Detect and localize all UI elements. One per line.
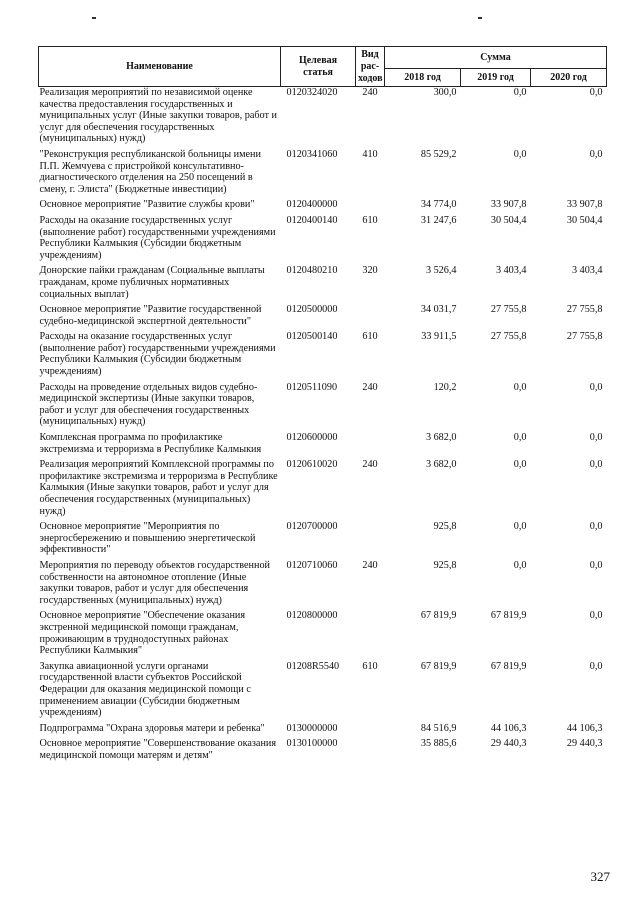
table-row <box>39 723 607 739</box>
row-name: Мероприятия по переводу объектов государственной собственности на автономное отопление (Иные закупки товаров, работ и услуг для обеспечения государственных (муниципальных) нужд) <box>39 559 270 606</box>
row-sum-2019: 0,0 <box>513 381 527 393</box>
header-year-2020: 2020 год <box>531 69 607 87</box>
table-row <box>39 199 607 215</box>
row-sum-2019: 0,0 <box>513 459 527 471</box>
row-name: Расходы на проведение отдельных видов судебно-медицинской экспертизы (Иные закупки товаров, работ и услуг для обеспечения государственных (муниципальных) нужд) <box>39 381 258 428</box>
row-name: Основное мероприятие "Мероприятия по энергосбережению и повышению энергетической эффективности" <box>39 521 256 556</box>
table-row <box>39 661 607 723</box>
row-expense-type <box>356 723 385 739</box>
row-expense-type <box>356 199 385 215</box>
row-sum-2020: 0,0 <box>589 521 603 533</box>
table-row <box>39 331 607 381</box>
row-target-article: 0120600000 <box>286 432 338 444</box>
header-year-2019: 2019 год <box>461 69 531 87</box>
row-sum-2019: 0,0 <box>513 87 527 98</box>
row-expense-type: 240 <box>362 381 378 393</box>
row-sum-2020: 44 106,3 <box>566 722 603 734</box>
row-sum-2019: 67 819,9 <box>490 660 527 672</box>
row-sum-2020: 29 440,3 <box>566 738 603 750</box>
row-sum-2020: 0,0 <box>589 432 603 444</box>
header-sum: Сумма <box>385 47 607 69</box>
row-sum-2018: 3 682,0 <box>425 432 457 444</box>
row-sum-2020: 0,0 <box>589 610 603 622</box>
row-name: Основное мероприятие "Совершенствование оказания медицинской помощи матерям и детям" <box>39 738 277 761</box>
row-target-article: 0120710060 <box>286 559 338 571</box>
row-expense-type: 240 <box>362 559 378 571</box>
row-expense-type <box>356 432 385 459</box>
row-name: Комплексная программа по профилактике экстремизма и терроризма в Республике Калмыкия <box>39 432 262 455</box>
table-row <box>39 304 607 331</box>
row-name: Реализация мероприятий Комплексной программы по профилактике экстремизма и терроризма в Республике Калмыкия (Иные закупки товаров, работ и услуг для обеспечения государственных (муниципальных) нужд) <box>39 459 278 517</box>
row-sum-2019: 30 504,4 <box>490 214 527 226</box>
row-target-article: 0130000000 <box>286 722 338 734</box>
budget-table <box>38 46 607 765</box>
row-name: Донорские пайки гражданам (Социальные выплаты гражданам, кроме публичных нормативных социальных выплат) <box>39 265 265 300</box>
row-name: Расходы на оказание государственных услуг (выполнение работ) государственными учреждениями Республики Калмыкия (Субсидии бюджетным учреждениям) <box>39 214 276 261</box>
row-sum-2018: 84 516,9 <box>420 722 457 734</box>
row-sum-2019: 27 755,8 <box>490 304 527 316</box>
row-sum-2019: 0,0 <box>513 559 527 571</box>
row-name: Основное мероприятие "Развитие государственной судебно-медицинской экспертной деятельности" <box>39 304 262 327</box>
header-expense-type: Вид рас-ходов <box>356 47 385 87</box>
row-name: Закупка авиационной услуги органами государственной власти субъектов Российской Федерации для оказания медицинской помощи с применением авиации (Субсидии бюджетным учреждениям) <box>39 660 251 719</box>
row-target-article: 0120341060 <box>286 148 338 160</box>
row-sum-2018: 3 526,4 <box>425 265 457 277</box>
row-sum-2018: 34 774,0 <box>420 199 457 211</box>
row-target-article: 0120324020 <box>286 87 338 98</box>
row-sum-2020: 33 907,8 <box>566 199 603 211</box>
row-name: "Реконструкция республиканской больницы имени П.П. Жемчуева с пристройкой консультативно-диагностического отделения на 250 посещений в смену, г. Элиста" (Бюджетные инвестиции) <box>39 148 261 195</box>
row-sum-2020: 0,0 <box>589 459 603 471</box>
row-sum-2020: 0,0 <box>589 559 603 571</box>
row-name: Расходы на оказание государственных услуг (выполнение работ) государственными учреждениями Республики Калмыкия (Субсидии бюджетным учреждениям) <box>39 331 276 378</box>
row-sum-2019: 0,0 <box>513 432 527 444</box>
row-sum-2018: 67 819,9 <box>420 660 457 672</box>
table-row <box>39 149 607 199</box>
row-sum-2018: 120,2 <box>433 381 457 393</box>
table-row <box>39 459 607 521</box>
row-sum-2019: 29 440,3 <box>490 738 527 750</box>
row-sum-2020: 0,0 <box>589 87 603 98</box>
row-target-article: 0120700000 <box>286 521 338 533</box>
row-expense-type: 240 <box>362 459 378 471</box>
row-sum-2020: 0,0 <box>589 660 603 672</box>
row-target-article: 0120800000 <box>286 610 338 622</box>
table-row <box>39 610 607 660</box>
row-expense-type: 610 <box>362 331 378 343</box>
scan-mark-right <box>478 17 482 19</box>
row-target-article: 0120610020 <box>286 459 338 471</box>
header-year-2018: 2018 год <box>385 69 461 87</box>
row-expense-type <box>356 610 385 660</box>
row-sum-2018: 3 682,0 <box>425 459 457 471</box>
row-sum-2020: 27 755,8 <box>566 304 603 316</box>
table-row <box>39 87 607 149</box>
page-number: 327 <box>590 869 610 884</box>
row-target-article: 0120500140 <box>286 331 338 343</box>
row-target-article: 01208R5540 <box>286 660 340 672</box>
row-sum-2018: 35 885,6 <box>420 738 457 750</box>
row-name: Основное мероприятие "Обеспечение оказания экстренной медицинской помощи гражданам, проживающим в труднодоступных районах Республики Калмыкия" <box>39 610 246 657</box>
row-sum-2019: 0,0 <box>513 521 527 533</box>
row-name: Реализация мероприятий по независимой оценке качества предоставления государственных и муниципальных услуг (Иные закупки товаров, работ и услуг для обеспечения государственных (муниципальных) нужд) <box>39 87 277 145</box>
row-expense-type <box>356 521 385 560</box>
row-sum-2018: 31 247,6 <box>420 214 457 226</box>
row-sum-2019: 44 106,3 <box>490 722 527 734</box>
row-target-article: 0130100000 <box>286 738 338 750</box>
row-sum-2019: 33 907,8 <box>490 199 527 211</box>
table-row <box>39 265 607 304</box>
row-sum-2019: 3 403,4 <box>495 265 527 277</box>
row-sum-2019: 67 819,9 <box>490 610 527 622</box>
row-target-article: 0120400140 <box>286 214 338 226</box>
row-sum-2020: 30 504,4 <box>566 214 603 226</box>
row-expense-type: 610 <box>362 660 378 672</box>
row-sum-2020: 3 403,4 <box>571 265 603 277</box>
table-row <box>39 560 607 610</box>
row-sum-2019: 27 755,8 <box>490 331 527 343</box>
header-name: Наименование <box>39 47 281 87</box>
row-target-article: 0120500000 <box>286 304 338 316</box>
row-target-article: 0120480210 <box>286 265 338 277</box>
row-expense-type <box>356 738 385 765</box>
row-sum-2019: 0,0 <box>513 148 527 160</box>
header-target-article: Целевая статья <box>281 47 356 87</box>
row-target-article: 0120511090 <box>286 381 338 393</box>
row-sum-2018: 33 911,5 <box>421 331 457 343</box>
row-expense-type: 410 <box>362 148 378 160</box>
row-name: Основное мероприятие "Развитие службы крови" <box>39 199 255 211</box>
row-sum-2020: 0,0 <box>589 381 603 393</box>
row-expense-type <box>356 304 385 331</box>
row-name: Подпрограмма "Охрана здоровья матери и ребенка" <box>39 722 265 734</box>
row-expense-type: 320 <box>362 265 378 277</box>
row-sum-2018: 67 819,9 <box>420 610 457 622</box>
row-sum-2018: 34 031,7 <box>420 304 457 316</box>
row-sum-2018: 300,0 <box>433 87 457 98</box>
row-sum-2018: 925,8 <box>433 521 457 533</box>
table-body <box>39 87 607 766</box>
table-row <box>39 738 607 765</box>
table-row <box>39 215 607 265</box>
table-row <box>39 432 607 459</box>
row-sum-2018: 925,8 <box>433 559 457 571</box>
table-header <box>39 47 607 87</box>
row-sum-2020: 27 755,8 <box>566 331 603 343</box>
row-expense-type: 240 <box>362 87 378 98</box>
scan-mark-left <box>92 17 96 19</box>
table-row <box>39 521 607 560</box>
row-sum-2018: 85 529,2 <box>420 148 457 160</box>
row-target-article: 0120400000 <box>286 199 338 211</box>
row-sum-2020: 0,0 <box>589 148 603 160</box>
row-expense-type: 610 <box>362 214 378 226</box>
table-row <box>39 382 607 432</box>
